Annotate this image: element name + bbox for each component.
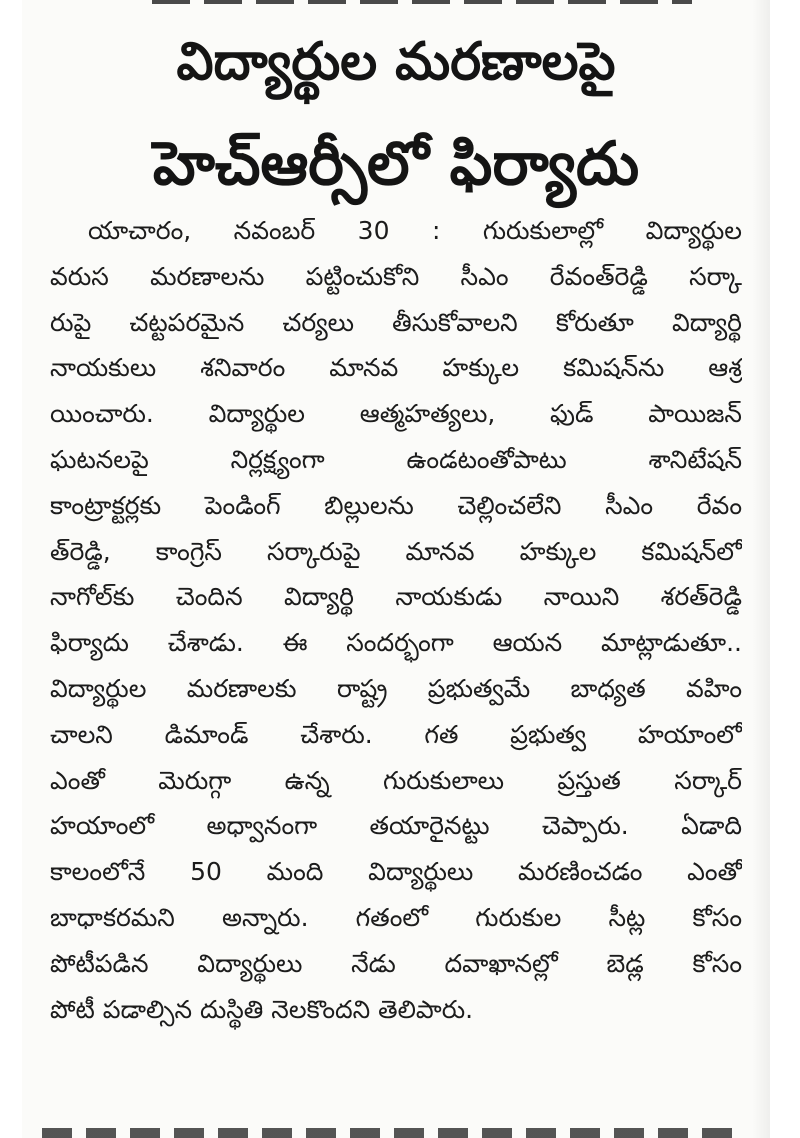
headline-line-2: హెచ్ఆర్సీలో ఫిర్యాదు	[152, 129, 640, 199]
article-line: ఫిర్యాదు చేశాడు. ఈ సందర్భంగా ఆయన మాట్లాడుతూ..	[50, 628, 742, 658]
article-line-dateline: యాచారం, నవంబర్ 30 : గురుకులాల్లో విద్యార్థుల	[88, 216, 742, 245]
article-line: నాయకులు శనివారం మానవ హక్కుల కమిషన్‌ను ఆశ్ర	[50, 353, 742, 383]
article-line: పోటీపడిన విద్యార్థులు నేడు దవాఖానల్లో బెడ్ల కోసం	[50, 948, 742, 978]
headline-line-1: విద్యార్థుల మరణాలపై	[176, 32, 616, 92]
cropped-previous-headline	[152, 0, 692, 8]
article-line: కాంట్రాక్టర్లకు పెండింగ్ బిల్లులను చెల్లించలేని సీఎం రేవం	[50, 490, 742, 520]
article-line: యించారు. విద్యార్థుల ఆత్మహత్యలు, ఫుడ్ పాయిజన్	[50, 399, 742, 429]
article-line: ఎంతో మెరుగ్గా ఉన్న గురుకులాలు ప్రస్తుత సర్కార్	[50, 765, 742, 795]
article-line: చాలని డిమాండ్ చేశారు. గత ప్రభుత్వ హయాంలో	[50, 719, 742, 749]
article-line-final: పోటీ పడాల్సిన దుస్థితి నెలకొందని తెలిపారు.	[50, 994, 474, 1024]
article-line: బాధాకరమని అన్నారు. గతంలో గురుకుల సీట్ల కోసం	[50, 902, 742, 932]
newspaper-clipping	[22, 0, 770, 1138]
article-line: నాగోల్‌కు చెందిన విద్యార్థి నాయకుడు నాయిని శరత్‌రెడ్డి	[50, 582, 742, 612]
article-line: హయాంలో అధ్వానంగా తయారైనట్టు చెప్పారు. ఏడాది	[50, 811, 742, 841]
article-line: రుపై చట్టపరమైన చర్యలు తీసుకోవాలని కోరుతూ విద్యార్థి	[50, 307, 742, 337]
article-line: విద్యార్థుల మరణాలకు రాష్ట్ర ప్రభుత్వమే బాధ్యత వహిం	[50, 673, 742, 703]
article-line: కాలంలోనే 50 మంది విద్యార్థులు మరణించడం ఎంతో	[50, 857, 742, 887]
article-line: ఘటనలపై నిర్లక్ష్యంగా ఉండటంతోపాటు శానిటేషన్	[50, 444, 742, 474]
article-body	[50, 208, 742, 1032]
article-line: త్‌రెడ్డి, కాంగ్రెస్ సర్కారుపై మానవ హక్కుల కమిషన్‌లో	[50, 536, 742, 566]
cropped-next-text	[42, 1128, 742, 1138]
article-line: వరుస మరణాలను పట్టించుకోని సీఎం రేవంత్‌రెడ్డి సర్కా	[50, 261, 742, 291]
